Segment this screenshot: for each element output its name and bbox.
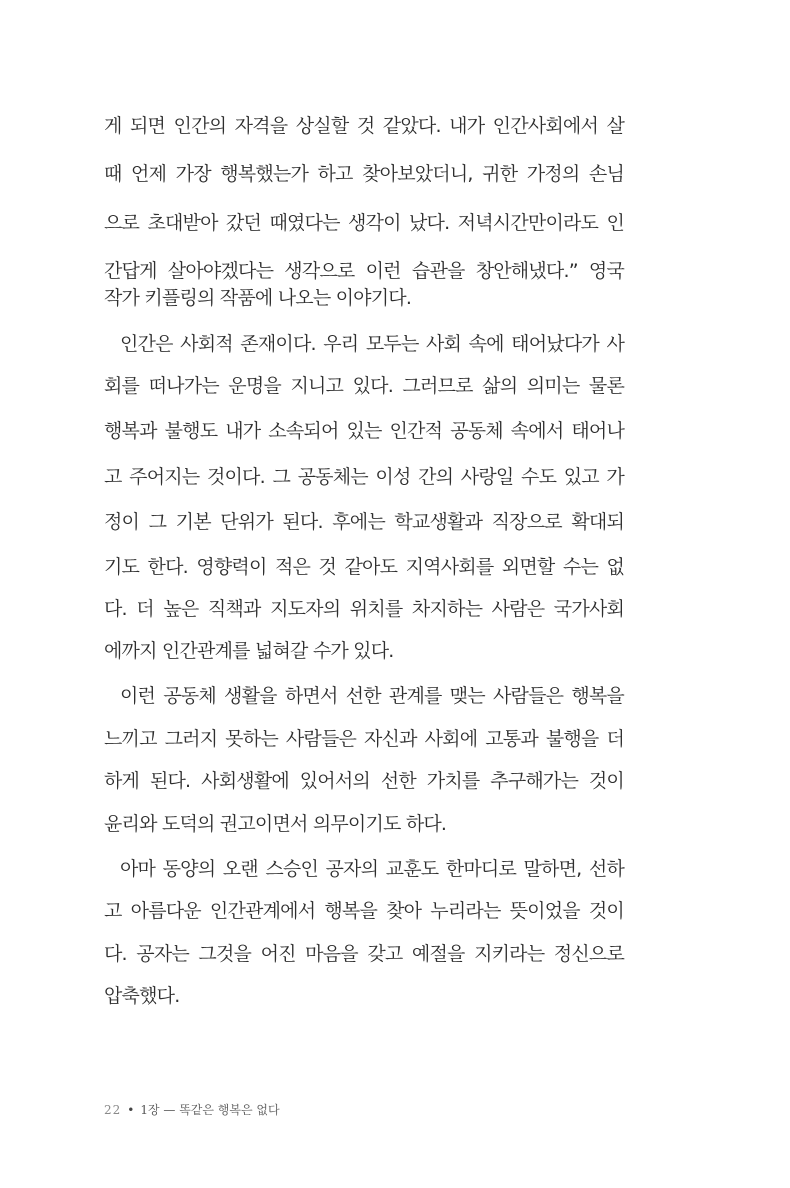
text-line: 행복과 불행도 내가 소속되어 있는 인간적 공동체 속에서 태어나 [104, 420, 624, 442]
text-line: 다. 더 높은 직책과 지도자의 위치를 차지하는 사람은 국가사회 [104, 598, 624, 620]
page-footer [104, 1100, 280, 1120]
text-line: 압축했다. [104, 985, 180, 1007]
text-line: 으로 초대받아 갔던 때였다는 생각이 났다. 저녁시간만이라도 인 [104, 212, 624, 234]
text-line: 고 주어지는 것이다. 그 공동체는 이성 간의 사랑일 수도 있고 가 [104, 466, 624, 488]
text-line: 간답게 살아야겠다는 생각으로 이런 습관을 창안해냈다.” 영국 [104, 260, 624, 282]
text-line: 정이 그 기본 단위가 된다. 후에는 학교생활과 직장으로 확대되 [104, 511, 624, 533]
text-line: 때 언제 가장 행복했는가 하고 찾아보았더니, 귀한 가정의 손님 [104, 163, 624, 185]
text-line: 게 되면 인간의 자격을 상실할 것 같았다. 내가 인간사회에서 살 [104, 115, 624, 137]
text-line: 윤리와 도덕의 권고이면서 의무이기도 하다. [104, 813, 447, 835]
text-line: 회를 떠나가는 운명을 지니고 있다. 그러므로 삶의 의미는 물론 [104, 375, 624, 397]
text-line: 인간은 사회적 존재이다. 우리 모두는 사회 속에 태어났다가 사 [120, 333, 624, 355]
text-line: 하게 된다. 사회생활에 있어서의 선한 가치를 추구해가는 것이 [104, 770, 624, 792]
text-line: 에까지 인간관계를 넓혀갈 수가 있다. [104, 640, 394, 662]
text-line: 기도 한다. 영향력이 적은 것 같아도 지역사회를 외면할 수는 없 [104, 556, 624, 578]
page-number: 22 [104, 1103, 122, 1117]
text-line: 느끼고 그러지 못하는 사람들은 자신과 사회에 고통과 불행을 더 [104, 728, 624, 750]
text-line: 아마 동양의 오랜 스승인 공자의 교훈도 한마디로 말하면, 선하 [120, 858, 624, 880]
bullet-separator: • [127, 1103, 135, 1117]
text-line: 다. 공자는 그것을 어진 마음을 갖고 예절을 지키라는 정신으로 [104, 943, 624, 965]
text-line: 고 아름다운 인간관계에서 행복을 찾아 누리라는 뜻이었을 것이 [104, 900, 624, 922]
text-line: 이런 공동체 생활을 하면서 선한 관계를 맺는 사람들은 행복을 [120, 685, 624, 707]
text-line: 작가 키플링의 작품에 나오는 이야기다. [104, 287, 412, 309]
running-chapter-title: 1장 — 똑같은 행복은 없다 [140, 1103, 280, 1117]
